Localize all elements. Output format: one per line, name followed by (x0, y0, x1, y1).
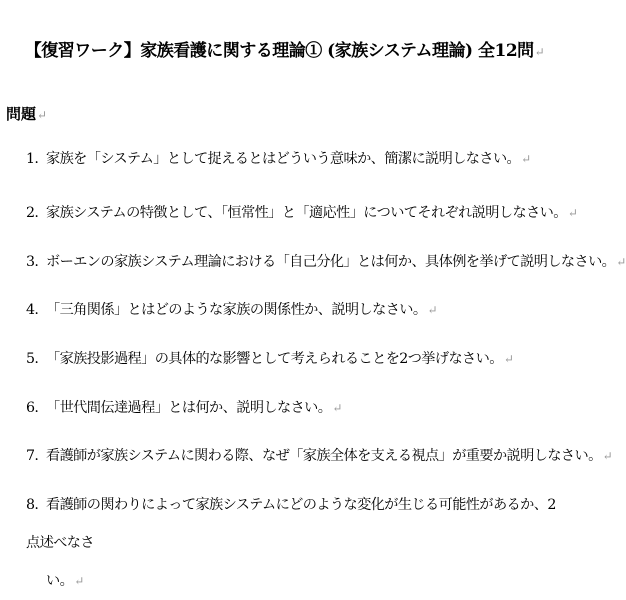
question-item (26, 194, 578, 232)
paragraph-mark-icon: ↵ (602, 449, 613, 463)
paragraph-mark-icon: ↵ (74, 574, 84, 588)
question-text: 看護師の関わりによって家族システムにどのような変化が生じる可能性があるか、2点述べなさ (26, 497, 556, 551)
paragraph-mark-icon: ↵ (503, 352, 514, 366)
question-text: 看護師が家族システムに関わる際、なぜ「家族全体を支える視点」が重要か説明しなさい。 (46, 448, 602, 464)
question-number: 5. (26, 351, 39, 367)
question-text: ボーエンの家族システム理論における「自己分化」とは何か、具体例を挙げて説明しなさい。 (46, 254, 616, 270)
question-text: 家族システムの特徴として、「恒常性」と「適応性」についてそれぞれ説明しなさい。 (46, 205, 567, 221)
question-number: 2. (26, 205, 39, 221)
question-number: 7. (26, 448, 39, 464)
paragraph-mark-icon: ↵ (521, 152, 531, 166)
question-text: 「家族投影過程」の具体的な影響として考えられることを2つ挙げなさい。 (46, 351, 503, 367)
paragraph-mark-icon: ↵ (567, 206, 578, 220)
paragraph-mark-icon: ↵ (427, 303, 437, 317)
question-number: 4. (26, 302, 39, 318)
question-text: 家族を「システム」として捉えるとはどういう意味か、簡潔に説明しなさい。 (46, 151, 521, 167)
question-item (26, 243, 626, 281)
question-item (26, 437, 613, 475)
section-heading: 問題↵ (6, 105, 48, 123)
paragraph-mark-icon: ↵ (534, 45, 545, 59)
question-item (26, 389, 556, 427)
paragraph-mark-icon: ↵ (332, 401, 342, 415)
question-item (26, 486, 556, 600)
question-number: 1. (26, 151, 39, 167)
question-number: 3. (26, 254, 39, 270)
question-item (26, 340, 556, 378)
question-text-continuation: い。↵ (46, 573, 84, 589)
question-number: 8. (26, 497, 39, 513)
document-title: 【復習ワーク】家族看護に関する理論① (家族システム理論) 全12問↵ (24, 41, 545, 61)
paragraph-mark-icon: ↵ (37, 108, 48, 122)
question-text: 「世代間伝達過程」とは何か、説明しなさい。 (46, 400, 332, 416)
question-item (26, 140, 556, 178)
question-item (26, 291, 556, 329)
question-text: 「三角関係」とはどのような家族の関係性か、説明しなさい。 (46, 302, 427, 318)
paragraph-mark-icon: ↵ (616, 255, 626, 269)
question-number: 6. (26, 400, 39, 416)
